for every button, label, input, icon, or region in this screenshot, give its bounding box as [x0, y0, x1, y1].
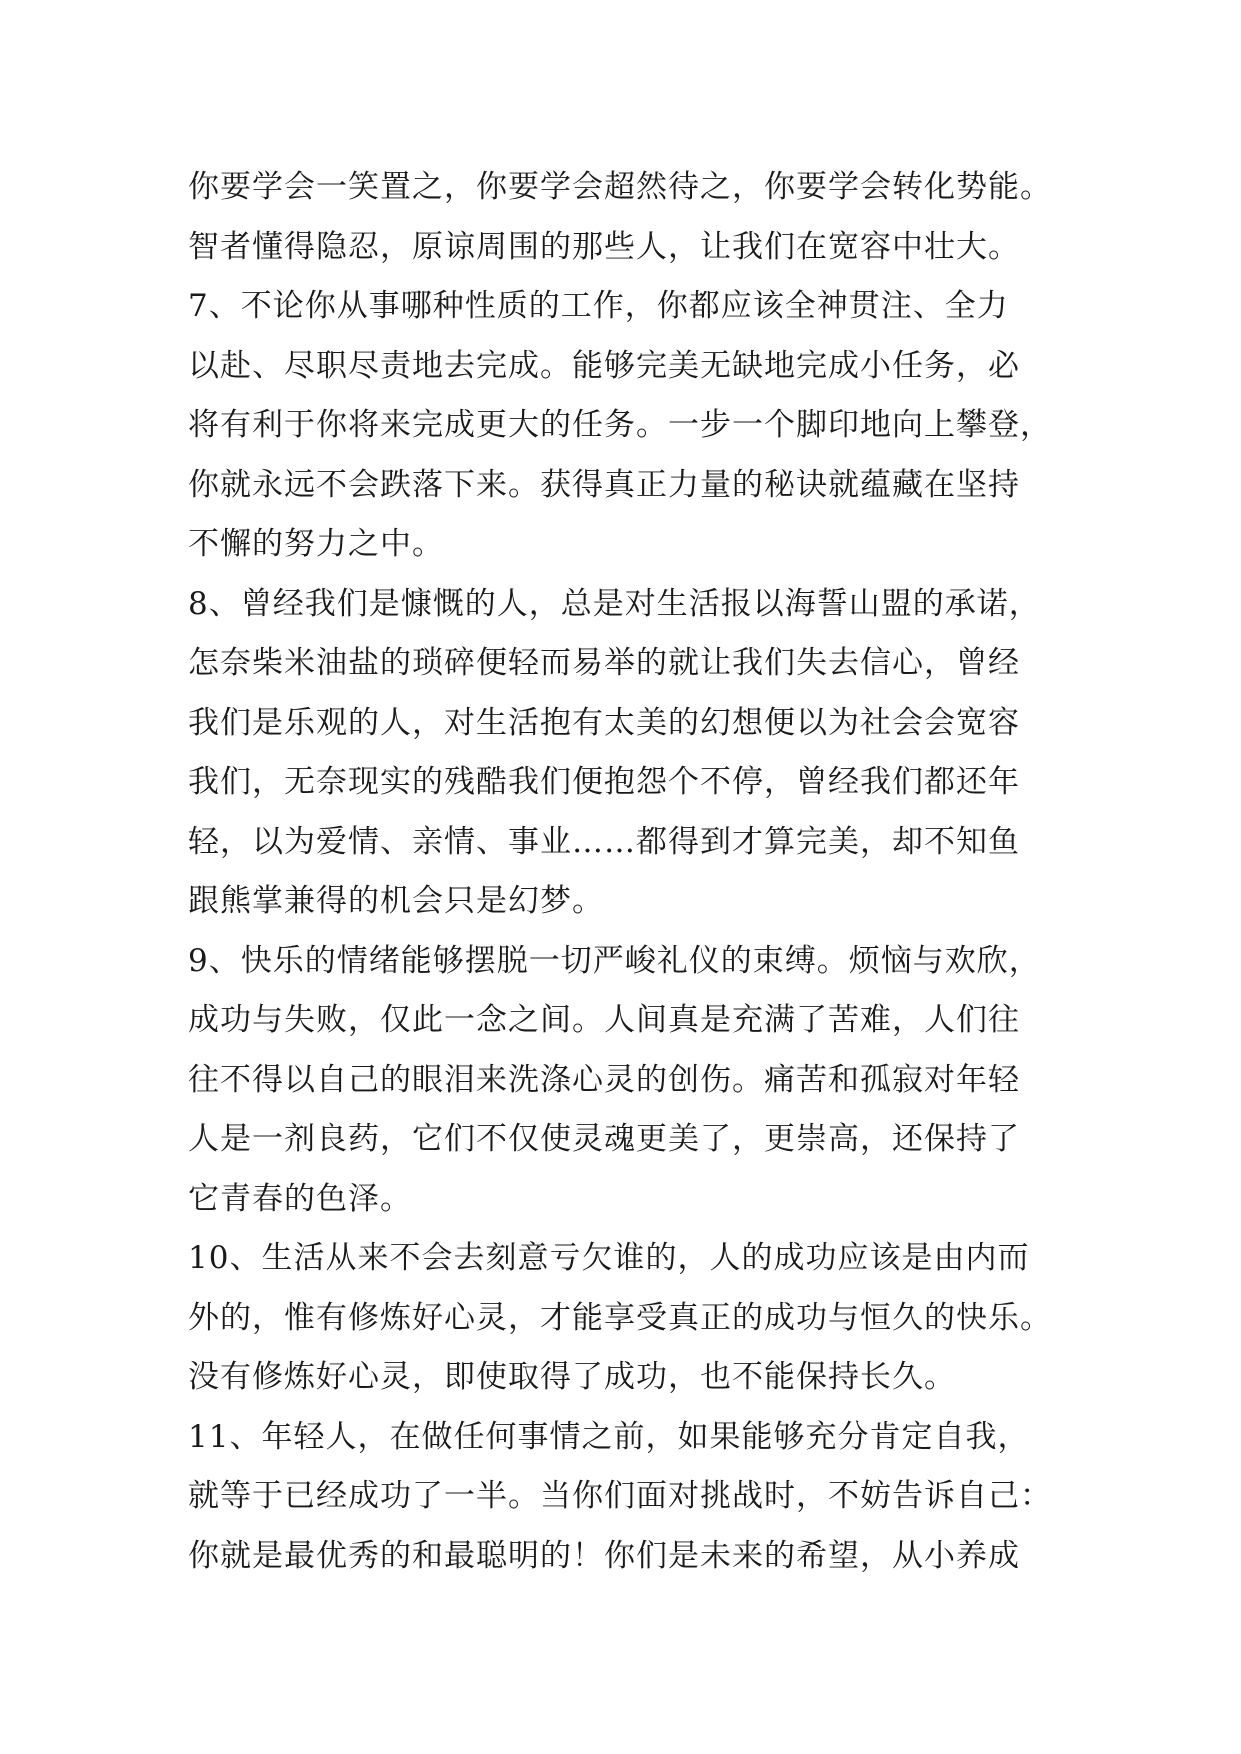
- text-line: 它青春的色泽。: [188, 1180, 412, 1217]
- text-line: 10、生活从来不会去刻意亏欠谁的，人的成功应该是由内而: [188, 1240, 1030, 1276]
- text-line: 人是一剂良药，它们不仅使灵魂更美了，更崇高，还保持了: [188, 1121, 1020, 1157]
- text-line: 11、年轻人，在做任何事情之前，如果能够充分肯定自我，: [188, 1418, 1030, 1455]
- text-line: 你要学会一笑置之，你要学会超然待之，你要学会转化势能。: [188, 169, 1052, 205]
- text-line: 我们，无奈现实的残酷我们便抱怨个不停，曾经我们都还年: [188, 764, 1020, 800]
- text-line: 你就永远不会跌落下来。获得真正力量的秘诀就蕴藏在坚持: [188, 466, 1020, 503]
- text-line: 跟熊掌兼得的机会只是幻梦。: [188, 883, 604, 919]
- text-line: 智者懂得隐忍，原谅周围的那些人，让我们在宽容中壮大。: [188, 228, 1020, 265]
- text-line: 你就是最优秀的和最聪明的！你们是未来的希望，从小养成: [188, 1537, 1020, 1574]
- text-line: 将有利于你将来完成更大的任务。一步一个脚印地向上攀登，: [188, 407, 1052, 443]
- text-line: 就等于已经成功了一半。当你们面对挑战时，不妨告诉自己：: [188, 1478, 1052, 1514]
- text-line: 我们是乐观的人，对生活抱有太美的幻想便以为社会会宽容: [188, 704, 1020, 741]
- text-line: 外的，惟有修炼好心灵，才能享受真正的成功与恒久的快乐。: [188, 1299, 1052, 1336]
- text-line: 不懈的努力之中。: [188, 526, 444, 562]
- text-line: 9、快乐的情绪能够摆脱一切严峻礼仪的束缚。烦恼与欢欣，: [188, 942, 1041, 979]
- text-line: 成功与失败，仅此一念之间。人间真是充满了苦难，人们往: [188, 1002, 1020, 1038]
- body-text: [188, 158, 1088, 1586]
- text-line: 没有修炼好心灵，即使取得了成功，也不能保持长久。: [188, 1359, 956, 1395]
- text-line: 轻，以为爱情、亲情、事业……都得到才算完美，却不知鱼: [188, 823, 1020, 860]
- text-line: 8、曾经我们是慷慨的人，总是对生活报以海誓山盟的承诺，: [188, 585, 1041, 622]
- text-line: 7、不论你从事哪种性质的工作，你都应该全神贯注、全力: [188, 288, 1009, 324]
- text-line: 怎奈柴米油盐的琐碎便轻而易举的就让我们失去信心，曾经: [188, 645, 1020, 681]
- text-line: 往不得以自己的眼泪来洗涤心灵的创伤。痛苦和孤寂对年轻: [188, 1061, 1020, 1098]
- text-line: 以赴、尽职尽责地去完成。能够完美无缺地完成小任务，必: [188, 347, 1020, 384]
